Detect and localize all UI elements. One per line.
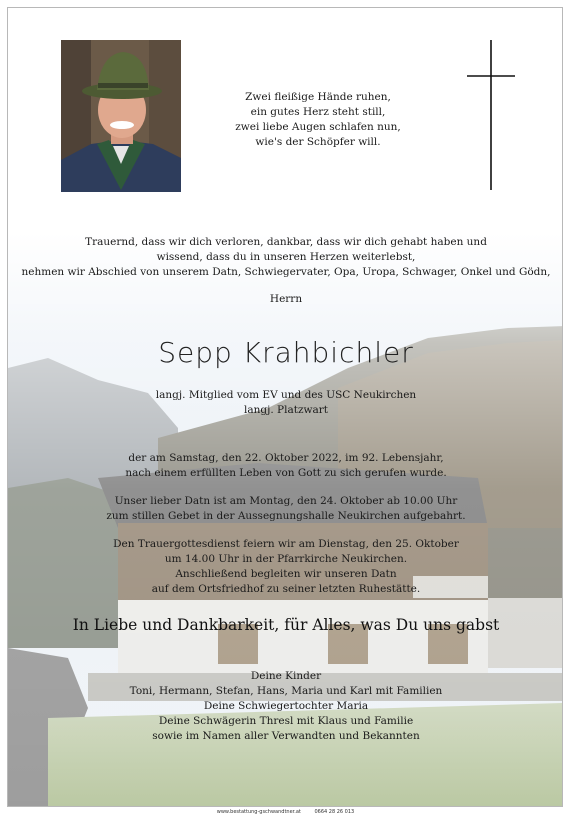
memorial-poem (208, 90, 428, 150)
footer (0, 809, 571, 815)
deceased-name: Sepp Krahbichler (158, 336, 414, 369)
family-signature (8, 669, 563, 744)
intro-line: wissend, dass du in unseren Herzen weiterlebst, (156, 251, 416, 263)
footer-website: www.bestattung-gschwandtner.at (216, 809, 301, 815)
poem-line: Zwei fleißige Hände ruhen, (245, 91, 391, 103)
obituary-card (7, 7, 563, 807)
viewing-notice (8, 494, 563, 524)
poem-line: zwei liebe Augen schlafen nun, (235, 121, 401, 133)
family-line: sowie im Namen aller Verwandten und Bekannten (152, 730, 420, 742)
salutation: Herrn (269, 293, 303, 305)
role-line: langj. Platzwart (244, 404, 328, 416)
death-line: der am Samstag, den 22. Oktober 2022, im 92. Lebensjahr, (128, 452, 444, 464)
death-line: nach einem erfüllten Leben von Gott zu sich gerufen wurde. (125, 467, 447, 479)
role-line: langj. Mitglied vom EV und des USC Neukirchen (155, 389, 417, 401)
intro-line: nehmen wir Abschied von unserem Datn, Schwiegervater, Opa, Uropa, Schwager, Onkel und Gödn, (21, 266, 551, 278)
family-line: Deine Schwägerin Thresl mit Klaus und Familie (158, 715, 414, 727)
funeral-line: auf dem Ortsfriedhof zu seiner letzten Ruhestätte. (151, 583, 421, 595)
intro-text (8, 235, 563, 280)
portrait-photo (61, 40, 181, 192)
motto: In Liebe und Dankbarkeit, für Alles, was Du uns gabst (72, 616, 500, 634)
viewing-line: zum stillen Gebet in der Aussegnungshalle Neukirchen aufgebahrt. (106, 510, 466, 522)
family-line: Deine Kinder (250, 670, 322, 682)
roles (8, 388, 563, 418)
funeral-line: Den Trauergottesdienst feiern wir am Dienstag, den 25. Oktober (113, 538, 459, 550)
poem-line: ein gutes Herz steht still, (250, 106, 386, 118)
family-line: Toni, Hermann, Stefan, Hans, Maria und Karl mit Familien (129, 685, 443, 697)
poem-line: wie's der Schöpfer will. (255, 136, 381, 148)
death-notice (8, 451, 563, 481)
funeral-line: Anschließend begleiten wir unseren Datn (175, 568, 397, 580)
footer-phone: 0664 28 26 013 (314, 809, 355, 815)
funeral-line: um 14.00 Uhr in der Pfarrkirche Neukirchen. (164, 553, 408, 565)
family-line: Deine Schwiegertochter Maria (203, 700, 369, 712)
intro-line: Trauernd, dass wir dich verloren, dankbar, dass wir dich gehabt haben und (85, 236, 487, 248)
viewing-line: Unser lieber Datn ist am Montag, den 24. Oktober ab 10.00 Uhr (114, 495, 458, 507)
funeral-notice (8, 537, 563, 597)
cross-icon (467, 40, 515, 190)
